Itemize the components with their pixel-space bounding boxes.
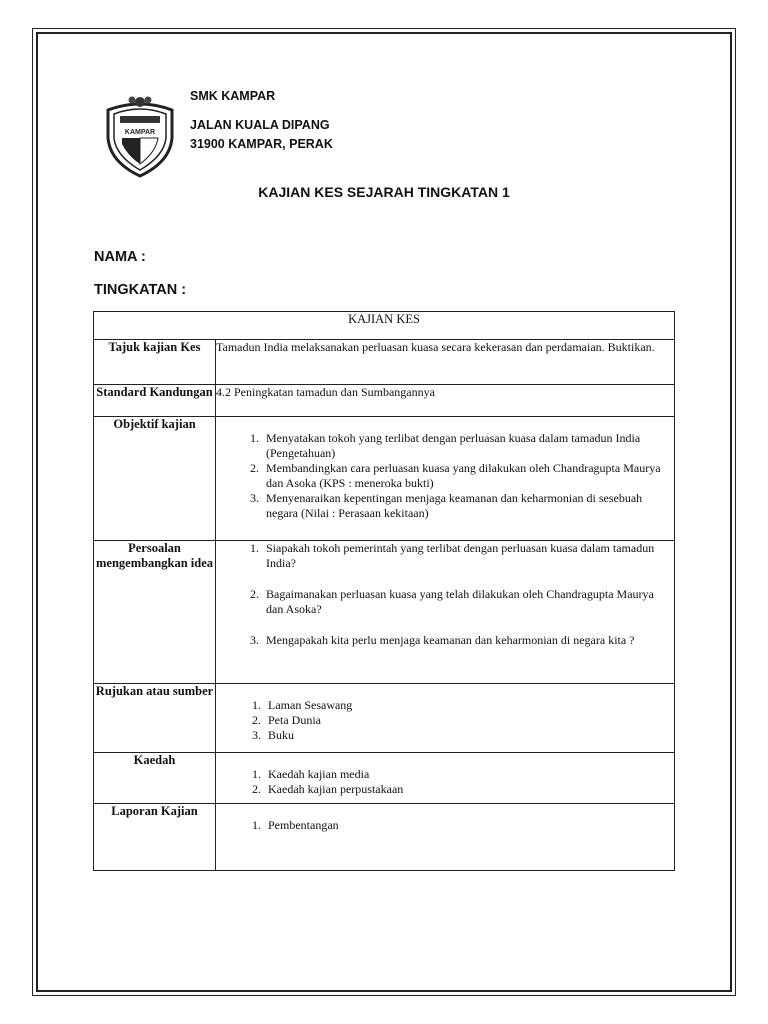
list-item: 3. Buku bbox=[264, 728, 674, 743]
table-row bbox=[94, 541, 675, 684]
row-text: Tamadun India melaksanakan perluasan kuasa secara kekerasan dan perdamaian. Buktikan. bbox=[216, 340, 675, 385]
list-item: 1. Kaedah kajian media bbox=[264, 767, 674, 782]
reference-list bbox=[216, 698, 674, 743]
row-label: Laporan Kajian bbox=[94, 804, 216, 871]
case-study-table bbox=[93, 311, 675, 871]
list-item: 2. Peta Dunia bbox=[264, 713, 674, 728]
table-row bbox=[94, 753, 675, 804]
report-list bbox=[216, 818, 674, 833]
school-crest-logo bbox=[100, 88, 180, 180]
row-label: Kaedah bbox=[94, 753, 216, 804]
table-row bbox=[94, 385, 675, 417]
table-row bbox=[94, 417, 675, 541]
list-item: 1. Laman Sesawang bbox=[264, 698, 674, 713]
nama-field-label: NAMA : bbox=[94, 249, 146, 265]
method-list bbox=[216, 767, 674, 797]
list-item: 1. Pembentangan bbox=[264, 818, 674, 833]
list-item: 3. Mengapakah kita perlu menjaga keamanan dan keharmonian di negara kita ? bbox=[262, 633, 674, 648]
row-label: Standard Kandungan bbox=[94, 385, 216, 417]
table-header-row bbox=[94, 312, 675, 340]
list-item: 2. Membandingkan cara perluasan kuasa yang dilakukan oleh Chandragupta Maurya dan Asoka (KPS : meneroka bukti) bbox=[262, 461, 674, 491]
document-title: KAJIAN KES SEJARAH TINGKATAN 1 bbox=[258, 184, 510, 200]
school-address-line1: JALAN KUALA DIPANG bbox=[190, 118, 330, 132]
row-label: Objektif kajian bbox=[94, 417, 216, 541]
row-label: Tajuk kajian Kes bbox=[94, 340, 216, 385]
list-item: 2. Kaedah kajian perpustakaan bbox=[264, 782, 674, 797]
question-list bbox=[216, 541, 674, 648]
row-label: Rujukan atau sumber bbox=[94, 684, 216, 753]
school-address-line2: 31900 KAMPAR, PERAK bbox=[190, 137, 333, 151]
table-header: KAJIAN KES bbox=[94, 312, 675, 340]
tingkatan-field-label: TINGKATAN : bbox=[94, 282, 187, 298]
row-label: Persoalan mengembangkan idea bbox=[94, 541, 216, 684]
school-name: SMK KAMPAR bbox=[190, 89, 276, 103]
list-item: 1. Siapakah tokoh pemerintah yang terlibat dengan perluasan kuasa dalam tamadun India? bbox=[262, 541, 674, 571]
table-row bbox=[94, 684, 675, 753]
objective-list bbox=[216, 431, 674, 521]
logo-motto: KAMPAR bbox=[124, 129, 156, 136]
row-text: 4.2 Peningkatan tamadun dan Sumbangannya bbox=[216, 385, 675, 417]
list-item: 3. Menyenaraikan kepentingan menjaga keamanan dan keharmonian di sesebuah negara (Nilai : Perasaan kekitaan) bbox=[262, 491, 674, 521]
table-row bbox=[94, 340, 675, 385]
table-row bbox=[94, 804, 675, 871]
list-item: 1. Menyatakan tokoh yang terlibat dengan perluasan kuasa dalam tamadun India (Pengetahuan) bbox=[262, 431, 674, 461]
list-item: 2. Bagaimanakan perluasan kuasa yang telah dilakukan oleh Chandragupta Maurya dan Asoka? bbox=[262, 587, 674, 617]
